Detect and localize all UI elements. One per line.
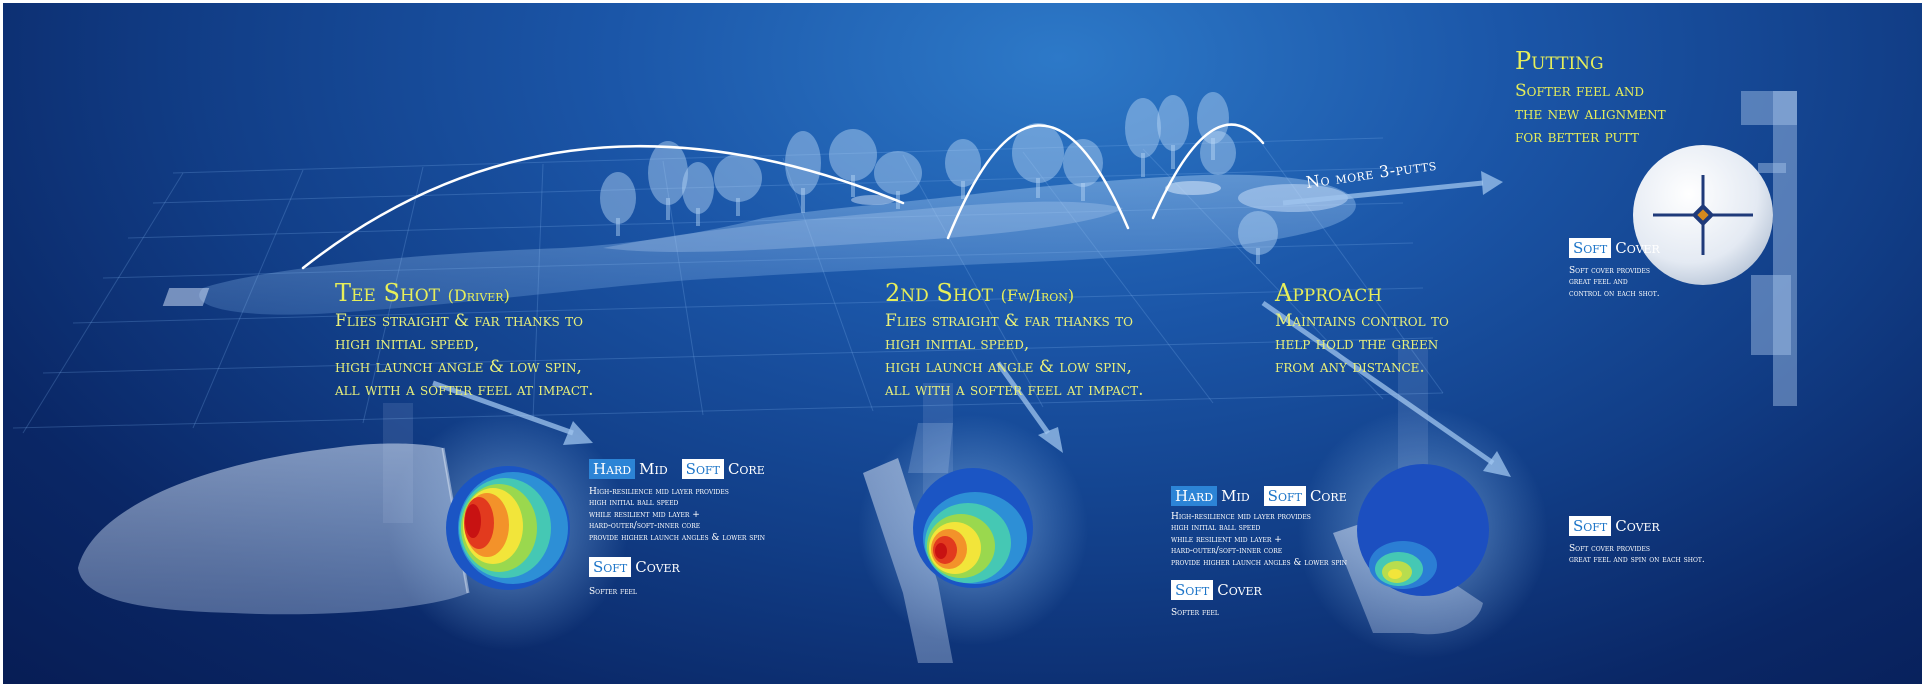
hard-tag: Hard [1171,486,1217,506]
second-shot-title: 2nd Shot (Fw/Iron) [885,279,1075,307]
tee-shot-layer-spec: Hard Mid Soft Core High-resilience mid layer provides high initial ball speed while resilient mid layer + hard-outer/soft-inner core provide higher launch angles & lower spin Soft Cover Softer feel [589,459,765,597]
ball-cross-section-icon [446,466,570,590]
second-shot-description: Flies straight & far thanks to high initial speed, high launch angle & low spin, all with a softer feel at impact. [885,311,1144,400]
ball-cross-section-icon [913,468,1033,588]
putting-cover-spec: Soft Cover Soft cover provides great feel and control on each shot. [1569,238,1660,299]
illustration-canvas [3,3,1922,684]
approach-layer-spec: Hard Mid Soft Core High-resilience mid layer provides high initial ball speed while resilient mid layer + hard-outer/soft-inner core provide higher launch angles & lower spin Soft Cover Softer feel [1171,486,1347,618]
soft-tag: Soft [1569,516,1611,536]
soft-tag: Soft [1171,580,1213,600]
approach-description: Maintains control to help hold the green from any distance. [1275,311,1449,377]
approach-cover-spec: Soft Cover Soft cover provides great feel and spin on each shot. [1569,516,1705,565]
soft-tag: Soft [682,459,724,479]
soft-tag: Soft [1264,486,1306,506]
tee-shot-description: Flies straight & far thanks to high initial speed, high launch angle & low spin, all with a softer feel at impact. [335,311,594,400]
no-more-3-putts-label: No more 3-putts [1304,154,1438,192]
approach-title: Approach [1275,279,1383,307]
ball-cross-section-icon [1357,464,1489,596]
putting-description: Softer feel and the new alignment for better putt [1515,81,1666,147]
hard-tag: Hard [589,459,635,479]
soft-tag: Soft [1569,238,1611,258]
soft-tag: Soft [589,557,631,577]
putting-title: Putting [1515,47,1604,75]
driver-head-icon [78,443,468,614]
tee-shot-title: Tee Shot (Driver) [335,279,510,307]
